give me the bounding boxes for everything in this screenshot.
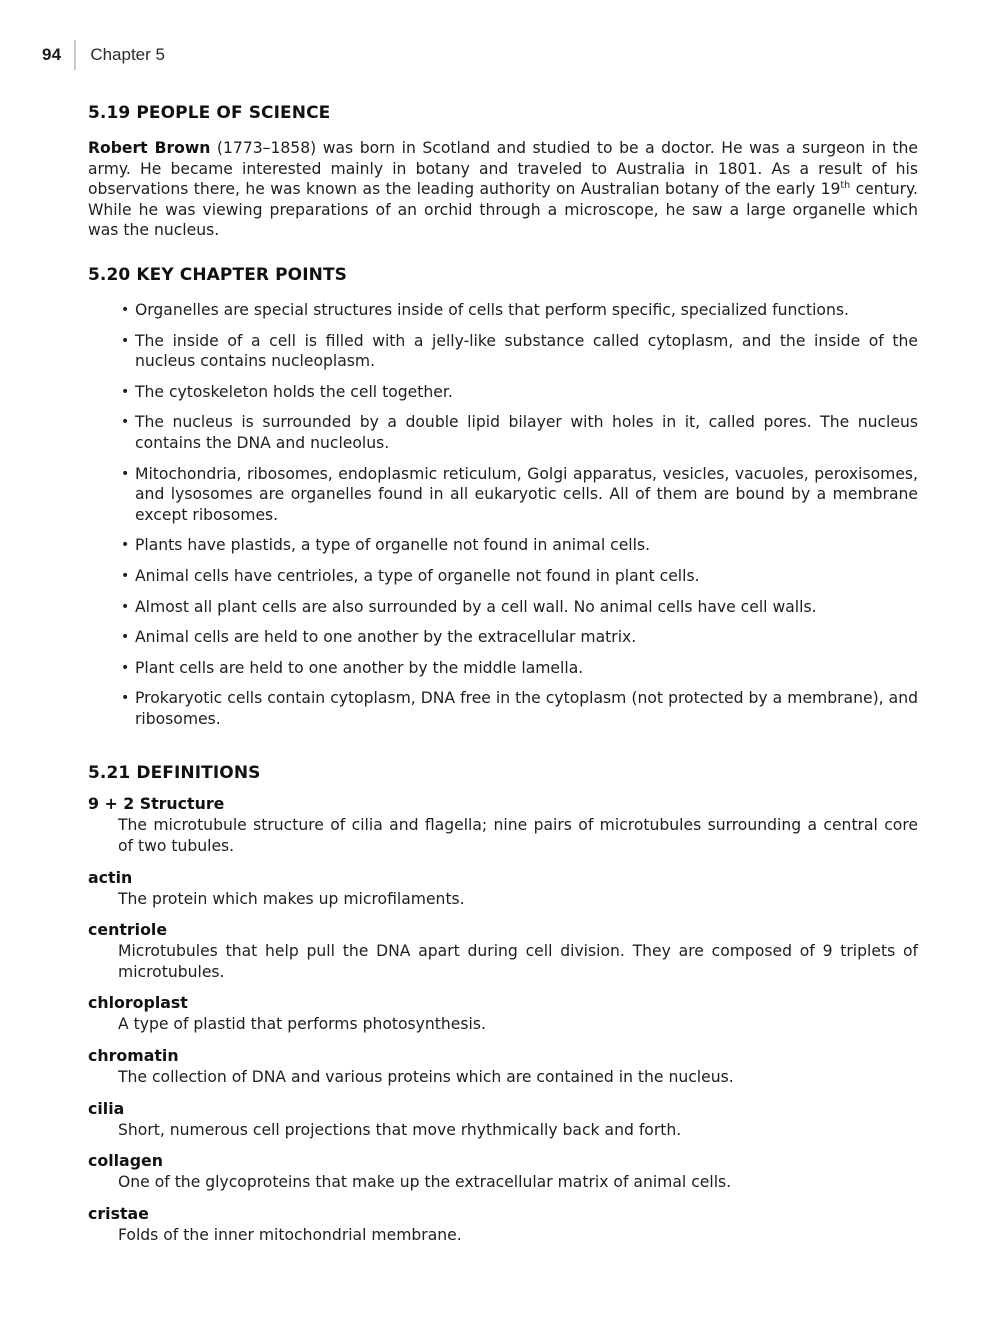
bullet-icon: •	[121, 414, 130, 431]
bullet-icon: •	[121, 598, 130, 615]
people-of-science-paragraph	[88, 138, 918, 241]
bullet-text: Animal cells are held to one another by the extracellular matrix.	[135, 628, 637, 647]
bullet-icon: •	[121, 332, 130, 349]
definition-term: cristae	[88, 1203, 149, 1223]
definition-term: collagen	[88, 1151, 163, 1171]
list-item	[121, 464, 918, 526]
chapter-title: Chapter 5	[90, 45, 165, 64]
paragraph-text-before-superscript: (1773–1858) was born in Scotland and studied to be a doctor. He was a surgeon in the army. He became interested mainly in botany and traveled to Australia in 1801. As a result of his observations there, he was known as the leading authority on Australian botany of the early 19	[88, 139, 918, 199]
bullet-icon: •	[121, 301, 130, 318]
bullet-text: The cytoskeleton holds the cell together.	[135, 382, 453, 401]
definition-term: cilia	[88, 1098, 125, 1118]
bullet-text: Plants have plastids, a type of organelle not found in animal cells.	[135, 536, 651, 555]
definition-text: Microtubules that help pull the DNA apart during cell division. They are composed of 9 triplets of microtubules.	[118, 942, 918, 981]
page-number: 94	[42, 45, 62, 64]
list-item	[121, 688, 918, 729]
list-item	[121, 658, 918, 679]
bullet-text: Organelles are special structures inside of cells that perform specific, specialized functions.	[135, 300, 849, 319]
list-item	[121, 412, 918, 453]
page-header	[42, 40, 165, 70]
bullet-icon: •	[121, 629, 130, 646]
definitions-list	[88, 793, 918, 1245]
definition-term: actin	[88, 867, 133, 887]
bullet-text: Almost all plant cells are also surrounded by a cell wall. No animal cells have cell walls.	[135, 597, 817, 616]
bullet-text: Animal cells have centrioles, a type of organelle not found in plant cells.	[135, 566, 700, 585]
bullet-text: Mitochondria, ribosomes, endoplasmic reticulum, Golgi apparatus, vesicles, vacuoles, peroxisomes, and lysosomes are organelles found in all eukaryotic cells. All of them are bound by a membrane except ribosomes.	[135, 464, 918, 524]
definition-text: A type of plastid that performs photosynthesis.	[118, 1015, 486, 1034]
ordinal-superscript: th	[840, 180, 851, 192]
section-heading-people-of-science: 5.19 PEOPLE OF SCIENCE	[88, 103, 331, 123]
bullet-text: The inside of a cell is filled with a jelly-like substance called cytoplasm, and the inside of the nucleus contains nucleoplasm.	[135, 331, 918, 371]
key-points-list	[88, 300, 918, 730]
list-item	[121, 597, 918, 618]
definition-term: 9 + 2 Structure	[88, 794, 225, 814]
list-item	[121, 300, 918, 321]
list-item	[121, 566, 918, 587]
bullet-icon: •	[121, 567, 130, 584]
bullet-icon: •	[121, 659, 130, 676]
person-name: Robert Brown	[88, 139, 211, 157]
definition-term: chloroplast	[88, 993, 188, 1013]
paragraph-text-after-superscript: century. While he was viewing preparations of an orchid through a microscope, he saw a large organelle which was the nucleus.	[88, 180, 918, 240]
bullet-icon: •	[121, 690, 130, 707]
list-item	[121, 382, 918, 403]
bullet-text: Plant cells are held to one another by the middle lamella.	[135, 658, 584, 677]
bullet-text: Prokaryotic cells contain cytoplasm, DNA free in the cytoplasm (not protected by a membrane), and ribosomes.	[135, 689, 918, 728]
definition-term: chromatin	[88, 1046, 179, 1066]
bullet-icon: •	[121, 465, 130, 482]
list-item	[121, 627, 918, 648]
header-divider	[74, 40, 76, 70]
section-heading-definitions: 5.21 DEFINITIONS	[88, 763, 261, 784]
section-heading-key-chapter-points: 5.20 KEY CHAPTER POINTS	[88, 264, 348, 285]
list-item	[121, 331, 918, 372]
bullet-icon: •	[121, 383, 130, 400]
list-item	[121, 535, 918, 556]
page-content	[88, 103, 918, 1255]
definition-text: The collection of DNA and various proteins which are contained in the nucleus.	[118, 1068, 734, 1087]
definition-text: The protein which makes up microfilaments.	[118, 889, 465, 908]
bullet-icon: •	[121, 537, 130, 554]
definition-text: One of the glycoproteins that make up the extracellular matrix of animal cells.	[118, 1173, 732, 1192]
definition-text: Folds of the inner mitochondrial membrane.	[118, 1225, 462, 1244]
bullet-text: The nucleus is surrounded by a double lipid bilayer with holes in it, called pores. The nucleus contains the DNA and nucleolus.	[135, 413, 918, 452]
definition-term: centriole	[88, 920, 168, 940]
definition-text: Short, numerous cell projections that move rhythmically back and forth.	[118, 1120, 682, 1139]
definition-text: The microtubule structure of cilia and flagella; nine pairs of microtubules surrounding a central core of two tubules.	[118, 816, 918, 856]
